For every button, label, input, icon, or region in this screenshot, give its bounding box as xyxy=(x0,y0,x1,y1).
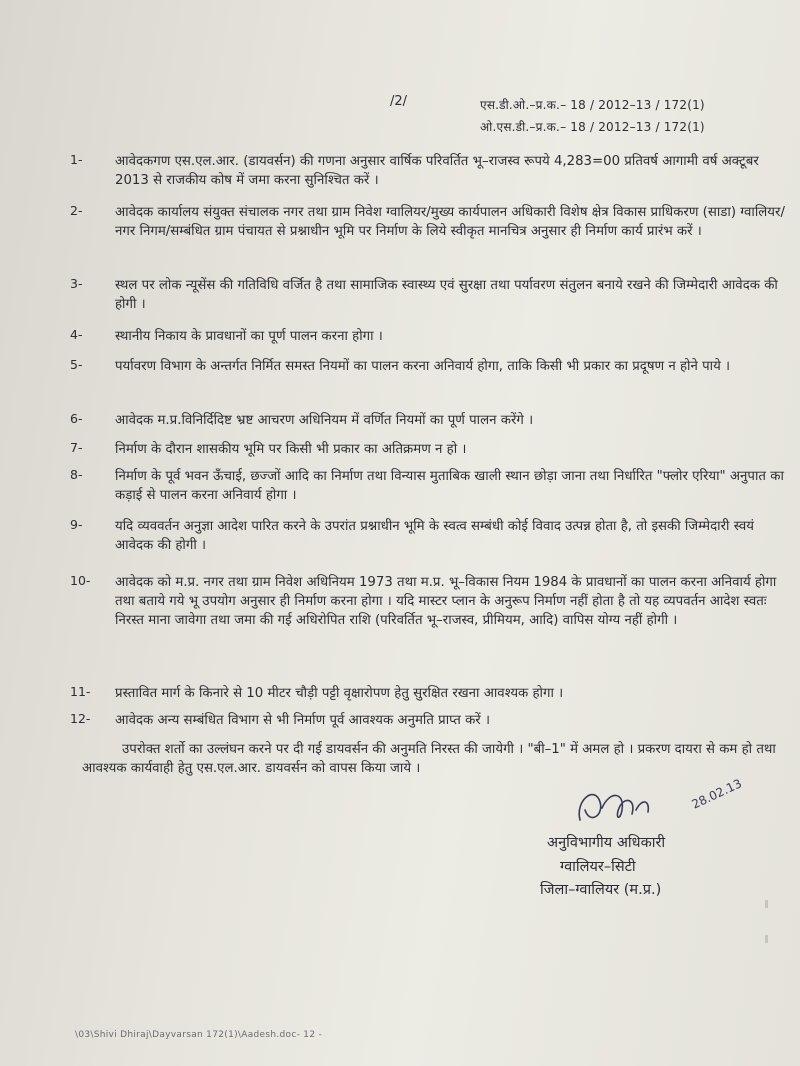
condition-text: आवेदक कार्यालय संयुक्त संचालक नगर तथा ग्राम निवेश ग्वालियर/मुख्य कार्यपालन अधिकारी विशेष क्षेत्र विकास प्राधिकरण (साडा) ग्वालियर/नगर निगम/सम्बंधित ग्राम पंचायत से प्रश्नाधीन भूमि पर निर्माण के लिये स्वीकृत मानचित्र अनुसार ही निर्माण कार्य प्रारंभ करें । xyxy=(115,205,785,239)
signatory-office: ग्वालियर–सिटी xyxy=(560,859,636,875)
page-number: /2/ xyxy=(390,94,408,109)
condition-text: स्थानीय निकाय के प्रावधानों का पूर्ण पालन करना होगा । xyxy=(115,329,383,344)
condition-text: आवेदकगण एस.एल.आर. (डायवर्सन) की गणना अनुसार वार्षिक परिवर्तित भू–राजस्व रूपये 4,283=00 प्रतिवर्ष आगामी वर्ष अक्टूबर 2013 से राजकीय कोष में जमा करना सुनिश्चित करें । xyxy=(115,154,759,188)
condition-number: 3- xyxy=(70,276,83,291)
case-reference-line-2: ओ.एस.डी.–प्र.क.– 18 / 2012–13 / 172(1) xyxy=(480,120,705,134)
file-path-footer: \03\Shivi Dhiraj\Dayvarsan 172(1)\Aadesh.doc- 12 - xyxy=(75,1030,323,1040)
condition-number: 2- xyxy=(70,203,83,218)
condition-text: निर्माण के पूर्व भवन ऊँचाई, छज्जों आदि का निर्माण तथा विन्यास मुताबिक खाली स्थान छोड़ा जाना तथा निर्धारित "फ्लोर एरिया" अनुपात का कड़ाई से पालन करना अनिवार्य होगा । xyxy=(115,469,784,503)
condition-number: 1- xyxy=(70,152,83,167)
condition-text: पर्यावरण विभाग के अन्तर्गत निर्मित समस्त नियमों का पालन करना अनिवार्य होगा, ताकि किसी भी प्रकार का प्रदूषण न होने पाये । xyxy=(115,359,731,374)
condition-text: प्रस्तावित मार्ग के किनारे से 10 मीटर चौड़ी पट्टी वृक्षारोपण हेतु सुरक्षित रखना आवश्यक होगा । xyxy=(115,686,564,701)
signature-date: 28.02.13 xyxy=(689,776,744,812)
signatory-district: जिला–ग्वालियर (म.प्र.) xyxy=(540,882,662,898)
punch-hole xyxy=(765,900,768,908)
condition-number: 10- xyxy=(70,573,91,588)
punch-hole xyxy=(765,935,768,943)
condition-number: 5- xyxy=(70,357,83,372)
condition-text: स्थल पर लोक न्यूसेंस की गतिविधि वर्जित है तथा सामाजिक स्वास्थ्य एवं सुरक्षा तथा पर्यावरण संतुलन बनाये रखने की जिम्मेदारी आवेदक की होगी । xyxy=(115,278,778,312)
condition-number: 4- xyxy=(70,327,83,342)
closing-paragraph: उपरोक्त शर्तो का उल्लंघन करने पर दी गई डायवर्सन की अनुमति निरस्त की जायेगी । "बी–1" में अमल हो । प्रकरण दायरा से कम हो तथा आवश्यक कार्यवाही हेतु एस.एल.आर. डायवर्सन को वापस किया जाये । xyxy=(82,742,776,776)
condition-number: 7- xyxy=(70,440,83,455)
signatory-designation: अनुविभागीय अधिकारी xyxy=(547,835,666,851)
case-reference-line-1: एस.डी.ओ.–प्र.क.– 18 / 2012–13 / 172(1) xyxy=(480,98,705,112)
condition-number: 9- xyxy=(70,517,83,532)
condition-text: आवेदक अन्य सम्बंधित विभाग से भी निर्माण पूर्व आवश्यक अनुमति प्राप्त करें । xyxy=(115,713,490,728)
condition-number: 8- xyxy=(70,467,83,482)
condition-number: 6- xyxy=(70,411,83,426)
condition-text: आवेदक को म.प्र. नगर तथा ग्राम निवेश अधिनियम 1973 तथा म.प्र. भू–विकास नियम 1984 के प्रावधानों का पालन करना अनिवार्य होगा तथा बताये गये भू उपयोग अनुसार ही निर्माण करना होगा । यदि मास्टर प्लान के अनुरूप निर्माण नहीं होता है तो यह व्यपवर्तन आदेश स्वतः निरस्त माना जावेगा तथा जमा की गई अधिरोपित राशि (परिवर्तित भू–राजस्व, प्रीमियम, आदि) वापिस योग्य नहीं होगी । xyxy=(115,575,777,628)
condition-text: आवेदक म.प्र.विनिर्दिदिष्ट भ्रष्ट आचरण अधिनियम में वर्णित नियमों का पूर्ण पालन करेंगे । xyxy=(115,413,534,428)
condition-text: यदि व्यववर्तन अनुज्ञा आदेश पारित करने के उपरांत प्रश्नाधीन भूमि के स्वत्व सम्बंधी कोई विवाद उत्पन्न होता है, तो इसकी जिम्मेदारी स्वयं आवेदक की होगी । xyxy=(115,519,754,553)
condition-number: 11- xyxy=(70,684,91,699)
condition-text: निर्माण के दौरान शासकीय भूमि पर किसी भी प्रकार का अतिक्रमण न हो । xyxy=(115,442,467,457)
reference-header xyxy=(390,90,790,140)
condition-number: 12- xyxy=(70,711,91,726)
